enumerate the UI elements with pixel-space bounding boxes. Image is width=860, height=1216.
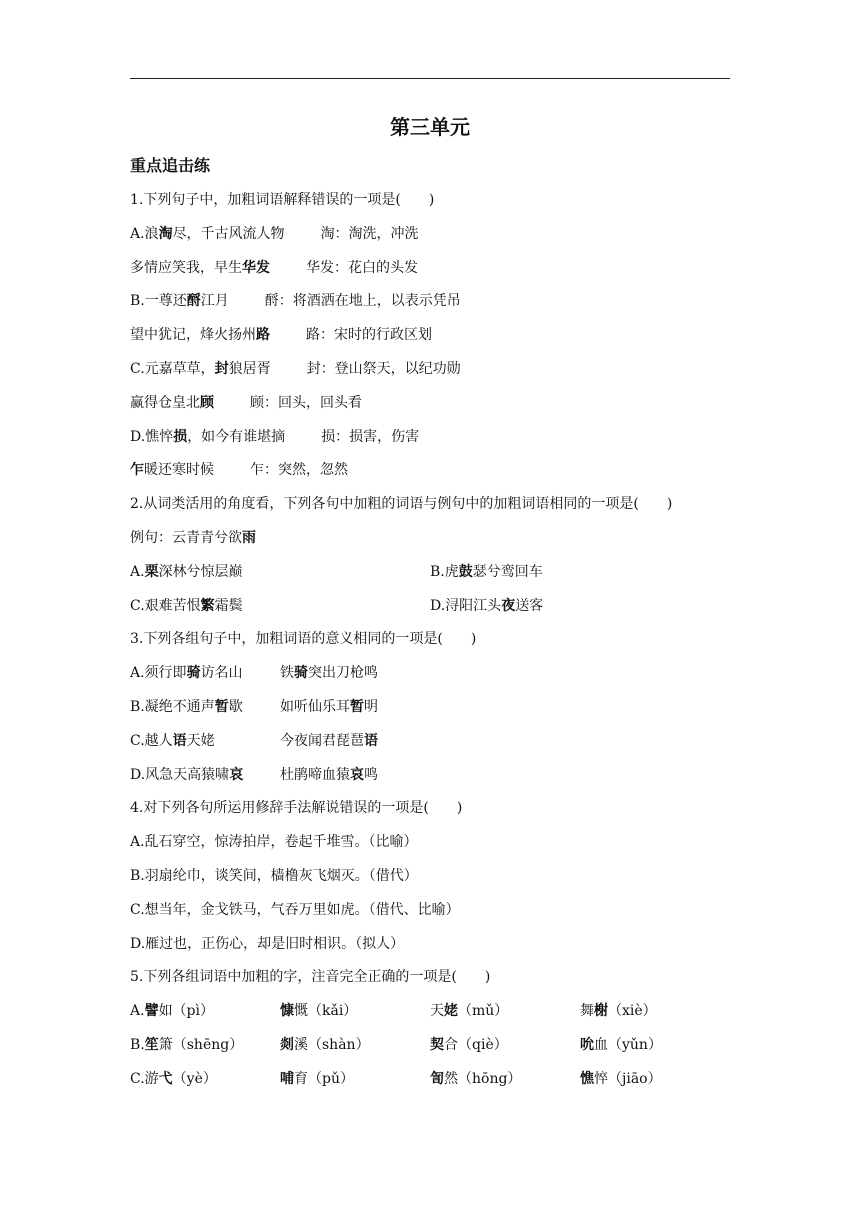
q2-option-a: A.栗深林兮惊层巅: [130, 563, 243, 580]
q3-stem: 3.下列各组句子中，加粗词语的意义相同的一项是( ): [130, 631, 477, 648]
q2-option-b: B.虎鼓瑟兮鸾回车: [430, 563, 543, 580]
section-heading: 重点追击练: [130, 156, 211, 175]
q1-line: D.憔悴损，如今有谁堪摘 损：损害，伤害: [130, 428, 420, 445]
q1-line: A.浪淘尽，千古风流人物 淘：淘洗，冲洗: [130, 225, 419, 242]
q3-row: C.越人语天姥 今夜闻君琵琶语: [130, 732, 378, 749]
q5-row: A.譬如（pì） 慷慨（kǎi） 天姥（mǔ） 舞榭（xiè）: [130, 1003, 657, 1020]
question-list: [130, 186, 730, 1099]
q1-line: B.一尊还酹江月 酹：将酒洒在地上，以表示凭吊: [130, 293, 461, 310]
q4-option: C.想当年，金戈铁马，气吞万里如虎。（借代、比喻）: [130, 901, 460, 918]
q1-line: 赢得仓皇北顾 顾：回头，回头看: [130, 394, 362, 411]
q4-option: D.雁过也，正伤心，却是旧时相识。（拟人）: [130, 935, 405, 952]
q2-example: 例句：云青青兮欲雨: [130, 529, 256, 546]
q3-row: D.风急天高猿啸哀 杜鹃啼血猿哀鸣: [130, 766, 378, 783]
q1-line: C.元嘉草草，封狼居胥 封：登山祭天，以纪功勋: [130, 360, 461, 377]
q1-line: 乍暖还寒时候 乍：突然，忽然: [130, 462, 348, 479]
q5-row: C.游弋（yè） 哺育（pǔ） 訇然（hōng） 憔悴（jiāo）: [130, 1070, 662, 1087]
q1-stem: 1.下列句子中，加粗词语解释错误的一项是( ): [130, 192, 435, 208]
q5-row: B.笙箫（shēng） 剡溪（shàn） 契合（qiè） 吮血（yǔn）: [130, 1036, 662, 1053]
q4-stem: 4.对下列各句所运用修辞手法解说错误的一项是( ): [130, 800, 463, 817]
q1-line: 望中犹记，烽火扬州路 路：宋时的行政区划: [130, 327, 432, 344]
page-title: 第三单元: [390, 115, 470, 139]
q2-option-d: D.浔阳江头夜送客: [430, 597, 544, 614]
q1-line: 多情应笑我，早生华发 华发：花白的头发: [130, 259, 418, 276]
q2-option-row: [130, 592, 730, 626]
q2-option-row: [130, 558, 730, 592]
q4-option: A.乱石穿空，惊涛拍岸，卷起千堆雪。（比喻）: [130, 834, 418, 851]
q4-option: B.羽扇纶巾，谈笑间，樯橹灰飞烟灭。（借代）: [130, 867, 418, 884]
q2-option-c: C.艰难苦恨繁霜鬓: [130, 597, 243, 614]
q3-row: A.须行即骑访名山 铁骑突出刀枪鸣: [130, 665, 378, 682]
q2-stem: 2.从词类活用的角度看，下列各句中加粗的词语与例句中的加粗词语相同的一项是( ): [130, 496, 673, 513]
q3-row: B.凝绝不通声暂歇 如听仙乐耳暂明: [130, 698, 378, 715]
header-rule: [130, 78, 730, 79]
q5-stem: 5.下列各组词语中加粗的字，注音完全正确的一项是( ): [130, 969, 491, 986]
